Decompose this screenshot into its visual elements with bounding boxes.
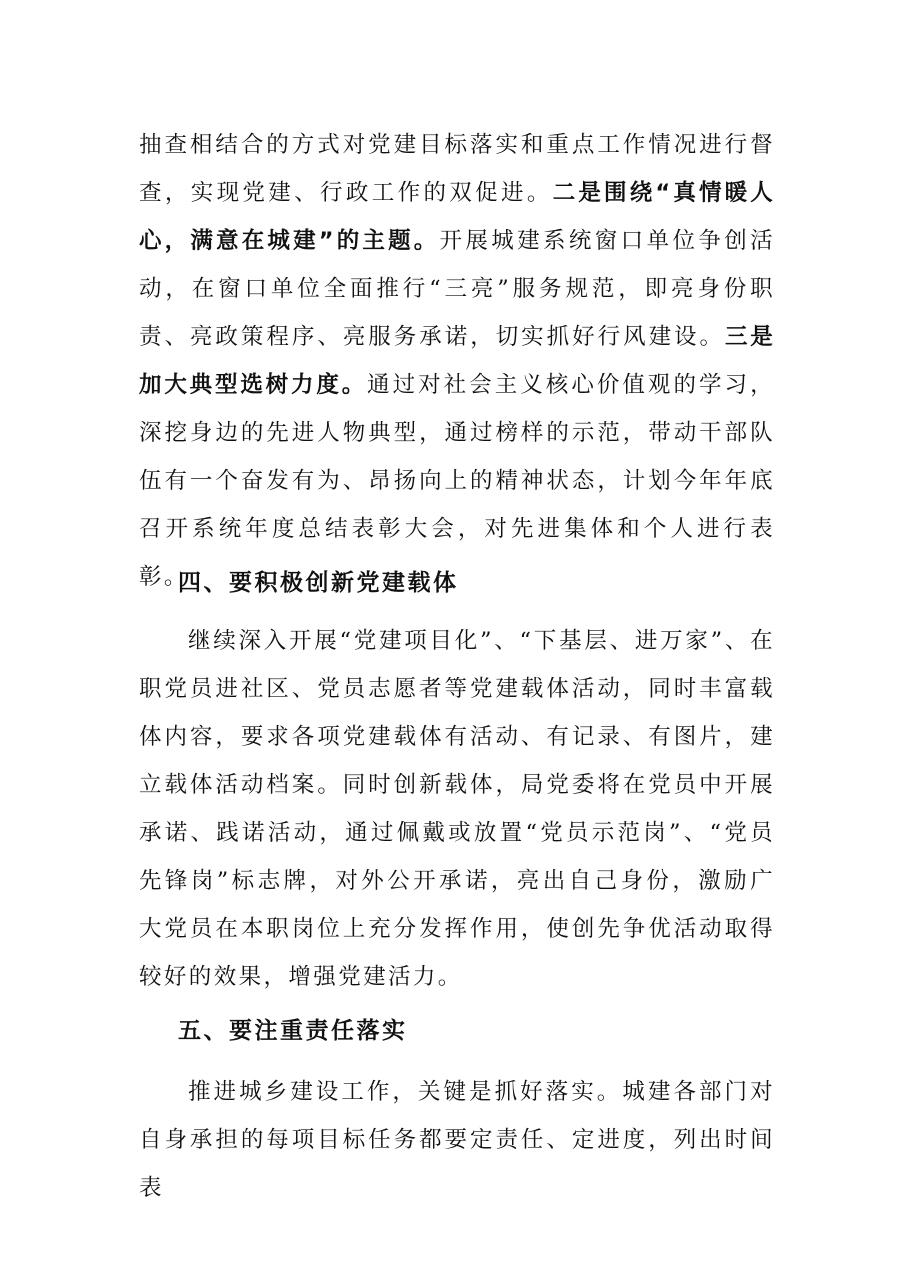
paragraph-innovate-carriers: 继续深入开展“党建项目化”、“下基层、进万家”、在职党员进社区、党员志愿者等党建载体活动，同时丰富载体内容，要求各项党建载体有活动、有记录、有图片，建立载体活动档案。同时创新载体，局党委将在党员中开展承诺、践诺活动，通过佩戴或放置“党员示范岗”、“党员先锋岗”标志牌，对外公开承诺，亮出自己身份，激励广大党员在本职岗位上充分发挥作用，使创先争优活动取得较好的效果，增强党建活力。: [139, 628, 775, 990]
section-heading-5: 五、要注重责任落实: [178, 1018, 408, 1044]
paragraph-party-building-supervision: [139, 121, 775, 601]
bold-lead-three: 三是加大典型选树力度。: [139, 324, 775, 398]
bold-lead-two: 二是围绕“真情暖人心，满意在城建”的主题。: [139, 180, 775, 254]
paragraph-text: 抽查相结合的方式对党建目标落实和重点工作情况进行督查，实现党建、行政工作的双促进。: [139, 132, 775, 206]
paragraph-responsibility: 推进城乡建设工作，关键是抓好落实。城建各部门对自身承担的每项目标任务都要定责任、定进度，列出时间表: [139, 1079, 775, 1201]
paragraph-text: 通过对社会主义核心价值观的学习，深挖身边的先进人物典型，通过榜样的示范，带动干部队伍有一个奋发有为、昂扬向上的精神状态，计划今年年底召开系统年度总结表彰大会，对先进集体和个人进行表彰。: [139, 372, 775, 590]
section-heading-4: 四、要积极创新党建载体: [178, 570, 459, 596]
paragraph-text: 开展城建系统窗口单位争创活动，在窗口单位全面推行“三亮”服务规范，即亮身份职责、亮政策程序、亮服务承诺，切实抓好行风建设。: [139, 228, 775, 350]
